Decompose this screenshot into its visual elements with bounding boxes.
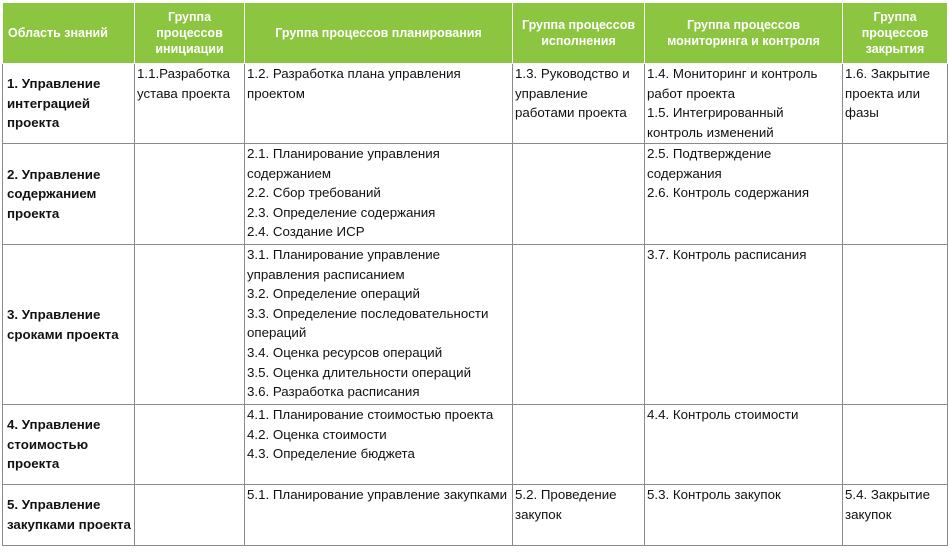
process-item: 2.2. Сбор требований — [247, 185, 381, 201]
process-item: 3.4. Оценка ресурсов операций — [247, 344, 443, 360]
process-item: 5.2. Проведение закупок — [515, 487, 617, 522]
header-monitoring: Группа процессов мониторинга и контроля — [645, 3, 843, 64]
header-row — [3, 3, 948, 64]
header-knowledge-area: Область знаний — [3, 3, 135, 64]
closing-cell — [843, 144, 948, 245]
area-cell: 1. Управление интеграцией проекта — [3, 64, 135, 144]
area-cell: 3. Управление сроками проекта — [3, 245, 135, 405]
process-item: 3.3. Определение последовательности операций — [247, 305, 489, 341]
table-row — [3, 64, 948, 144]
process-item: 1.1.Разработка устава проекта — [137, 66, 231, 101]
process-item: 1.5. Интегрированный контроль изменений — [647, 105, 784, 140]
header-planning: Группа процессов планирования — [245, 3, 513, 64]
process-item: 1.3. Руководство и управление работами проекта — [515, 66, 630, 121]
process-item: 3.5. Оценка длительности операций — [247, 364, 471, 380]
closing-cell — [843, 245, 948, 405]
planning-cell — [245, 144, 513, 245]
header-initiation: Группа процессов инициации — [135, 3, 245, 64]
execution-cell — [513, 245, 645, 405]
process-item: 3.2. Определение операций — [247, 286, 420, 302]
table-row — [3, 144, 948, 245]
process-item: 4.1. Планирование стоимостью проекта — [247, 407, 494, 422]
closing-cell — [843, 485, 948, 546]
closing-cell — [843, 64, 948, 144]
area-cell: 2. Управление содержанием проекта — [3, 144, 135, 245]
process-item: 3.1. Планирование управление управления расписанием — [247, 247, 441, 282]
monitoring-cell — [645, 485, 843, 546]
monitoring-cell — [645, 64, 843, 144]
area-cell: 5. Управление закупками проекта — [3, 485, 135, 546]
execution-cell — [513, 144, 645, 245]
table-row — [3, 245, 948, 405]
process-item: 5.3. Контроль закупок — [647, 487, 781, 502]
planning-cell — [245, 485, 513, 546]
process-item: 5.1. Планирование управление закупками — [247, 487, 508, 502]
execution-cell — [513, 405, 645, 485]
process-item: 1.4. Мониторинг и контроль работ проекта — [647, 66, 818, 101]
initiation-cell — [135, 405, 245, 485]
closing-cell — [843, 405, 948, 485]
initiation-cell — [135, 64, 245, 144]
process-item: 3.6. Разработка расписания — [247, 384, 420, 400]
planning-cell — [245, 245, 513, 405]
process-item: 4.2. Оценка стоимости — [247, 426, 387, 442]
planning-cell — [245, 405, 513, 485]
process-item: 2.1. Планирование управления содержанием — [247, 146, 440, 181]
process-item: 4.3. Определение бюджета — [247, 446, 415, 462]
header-closing: Группа процессов закрытия — [843, 3, 948, 64]
process-item: 1.6. Закрытие проекта или фазы — [845, 66, 930, 121]
monitoring-cell — [645, 144, 843, 245]
area-cell: 4. Управление стоимостью проекта — [3, 405, 135, 485]
process-groups-table — [2, 2, 948, 546]
table-row — [3, 405, 948, 485]
process-item: 3.7. Контроль расписания — [647, 247, 807, 262]
monitoring-cell — [645, 405, 843, 485]
table-row — [3, 485, 948, 546]
process-item: 2.6. Контроль содержания — [647, 185, 810, 201]
process-item: 2.5. Подтверждение содержания — [647, 146, 772, 181]
initiation-cell — [135, 144, 245, 245]
monitoring-cell — [645, 245, 843, 405]
initiation-cell — [135, 485, 245, 546]
process-item: 1.2. Разработка плана управления проектом — [247, 66, 461, 101]
planning-cell — [245, 64, 513, 144]
process-item: 4.4. Контроль стоимости — [647, 407, 799, 422]
process-item: 2.4. Создание ИСР — [247, 224, 365, 240]
header-execution: Группа процессов исполнения — [513, 3, 645, 64]
process-item: 2.3. Определение содержания — [247, 204, 436, 220]
initiation-cell — [135, 245, 245, 405]
process-item: 5.4. Закрытие закупок — [845, 487, 930, 522]
execution-cell — [513, 64, 645, 144]
execution-cell — [513, 485, 645, 546]
